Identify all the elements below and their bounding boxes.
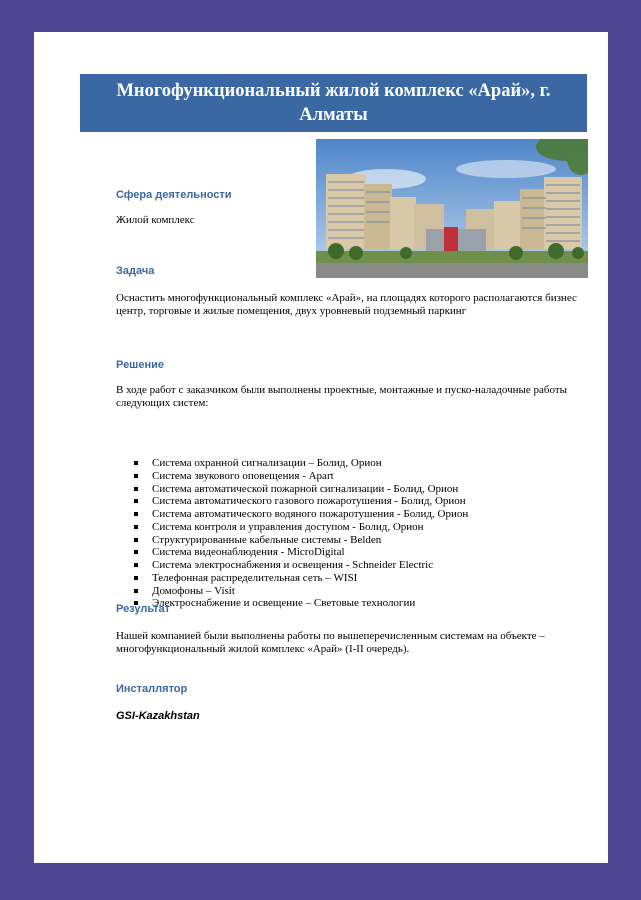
bullet-icon: [134, 589, 138, 593]
list-item: Система звукового оповещения - Apart: [134, 470, 468, 483]
solution-intro: В ходе работ с заказчиком были выполнены проектные, монтажные и пуско-наладочные работы следующих систем:: [116, 384, 568, 409]
solution-heading: Решение: [116, 359, 164, 371]
sphere-text: Жилой комплекс: [116, 214, 195, 226]
building-photo: [316, 139, 588, 278]
bullet-icon: [134, 525, 138, 529]
task-heading: Задача: [116, 265, 155, 277]
installer-name: GSI-Kazakhstan: [116, 710, 200, 722]
sphere-heading: Сфера деятельности: [116, 189, 232, 201]
page-title: Многофункциональный жилой комплекс «Арай», г. Алматы: [80, 74, 587, 132]
list-item: Система охранной сигнализации – Болид, Орион: [134, 457, 468, 470]
bullet-icon: [134, 474, 138, 478]
document-page: [34, 32, 608, 863]
list-item: Система автоматического газового пожаротушения - Болид, Орион: [134, 495, 468, 508]
list-item: Система автоматического водяного пожаротушения - Болид, Орион: [134, 508, 468, 521]
list-item: Система контроля и управления доступом - Болид, Орион: [134, 521, 468, 534]
list-item: Система видеонаблюдения - MicroDigital: [134, 546, 468, 559]
list-item: Домофоны – Visit: [134, 585, 468, 598]
list-item: Система электроснабжения и освещения - Schneider Electric: [134, 559, 468, 572]
bullet-icon: [134, 499, 138, 503]
bullet-icon: [134, 563, 138, 567]
result-heading: Результат: [116, 603, 171, 615]
list-item: Электроснабжение и освещение – Световые технологии: [134, 597, 468, 610]
bullet-icon: [134, 576, 138, 580]
installer-heading: Инсталлятор: [116, 683, 188, 695]
bullet-icon: [134, 461, 138, 465]
list-item: Система автоматической пожарной сигнализации - Болид, Орион: [134, 483, 468, 496]
bullet-icon: [134, 538, 138, 542]
result-text: Нашей компанией были выполнены работы по вышеперечисленным системам на объекте – многофункциональный жилой комплекс «Арай» (I-II очередь).: [116, 630, 545, 655]
task-text: Оснастить многофункциональный комплекс «Арай», на площадях которого располагаются бизнес центр, торговые и жилые помещения, двух уровневый подземный паркинг: [116, 292, 577, 317]
bullet-icon: [134, 550, 138, 554]
systems-list: [134, 457, 468, 610]
list-item: Структурированные кабельные системы - Belden: [134, 534, 468, 547]
bullet-icon: [134, 487, 138, 491]
list-item: Телефонная распределительная сеть – WISI: [134, 572, 468, 585]
bullet-icon: [134, 512, 138, 516]
